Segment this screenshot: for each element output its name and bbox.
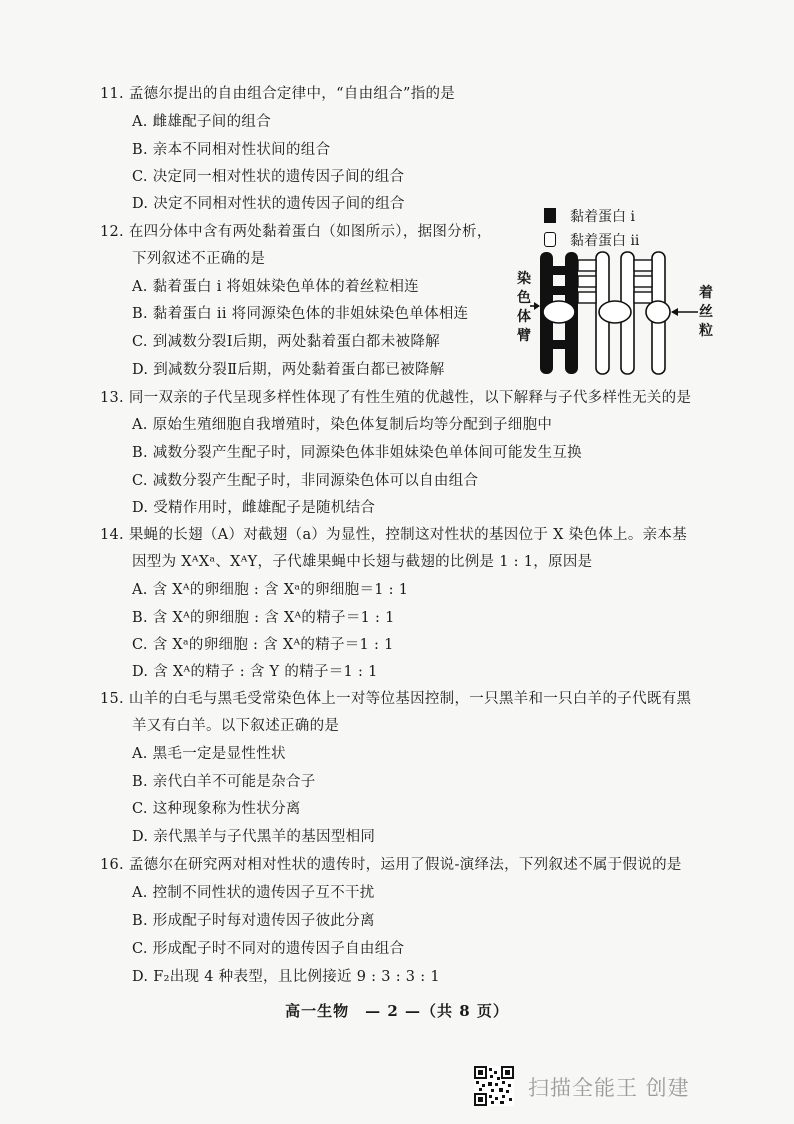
legend-label: 黏着蛋白 ii xyxy=(570,233,640,249)
option-d: D. 受精作用时，雌雄配子是随机结合 xyxy=(132,500,376,516)
label-char: 染 xyxy=(517,271,531,287)
legend-cohesin-i xyxy=(544,206,635,226)
legend-label: 黏着蛋白 i xyxy=(570,209,635,225)
option-b: B. 形成配子时每对遗传因子彼此分离 xyxy=(132,913,375,929)
label-char: 着 xyxy=(699,285,713,301)
option-d: D. 含 Xᴬ的精子 : 含 Y 的精子＝1 : 1 xyxy=(132,664,378,680)
option-b: B. 黏着蛋白 ii 将同源染色体的非姐妹染色单体相连 xyxy=(132,306,469,322)
page-footer: 高一生物 — 2 —（共 8 页） xyxy=(285,1002,509,1020)
centromere-dark-pair xyxy=(543,301,575,323)
centromere-light-pair xyxy=(599,301,631,323)
cohesin-ii-rung xyxy=(634,276,652,287)
option-d: D. 决定不同相对性状的遗传因子间的组合 xyxy=(132,196,405,212)
centromere-right xyxy=(646,301,670,323)
option-a: A. 原始生殖细胞自我增殖时，染色体复制后均等分配到子细胞中 xyxy=(132,417,553,433)
cohesin-i-rung xyxy=(553,340,565,349)
centromere-arrowhead xyxy=(671,308,678,316)
cohesin-ii-rung xyxy=(578,260,596,271)
option-c: C. 减数分裂产生配子时，非同源染色体可以自由组合 xyxy=(132,473,479,489)
option-b: B. 减数分裂产生配子时，同源染色体非姐妹染色单体间可能发生互换 xyxy=(132,445,582,461)
option-c: C. 含 Xᵃ的卵细胞 : 含 Xᴬ的精子＝1 : 1 xyxy=(132,637,394,653)
cohesin-ii-rung xyxy=(634,292,652,303)
option-b: B. 亲代白羊不可能是杂合子 xyxy=(132,774,316,790)
question-stem: 14. 果蝇的长翅（A）对截翅（a）为显性，控制这对性状的基因位于 X 染色体上。亲本基 xyxy=(100,527,688,543)
arm-arrowhead xyxy=(534,302,540,310)
cohesin-ii-rung xyxy=(578,292,596,303)
label-char: 体 xyxy=(517,309,531,325)
label-char: 色 xyxy=(517,290,531,306)
question-stem: 16. 孟德尔在研究两对相对性状的遗传时，运用了假说-演绎法，下列叙述不属于假说的是 xyxy=(100,857,682,873)
question-stem: 15. 山羊的白毛与黑毛受常染色体上一对等位基因控制，一只黑羊和一只白羊的子代既有黑 xyxy=(100,691,692,707)
question-stem-continued: 下列叙述不正确的是 xyxy=(132,251,266,267)
question-stem-continued: 因型为 XᴬXᵃ、XᴬY，子代雄果蝇中长翅与截翅的比例是 1 : 1，原因是 xyxy=(132,554,593,570)
cohesin-i-rung xyxy=(553,286,565,295)
cohesin-ii-rung xyxy=(634,260,652,271)
option-c: C. 这种现象称为性状分离 xyxy=(132,801,301,817)
option-b: B. 含 Xᴬ的卵细胞 : 含 Xᴬ的精子＝1 : 1 xyxy=(132,610,395,626)
legend-dark-swatch xyxy=(544,208,556,223)
question-stem: 13. 同一双亲的子代呈现多样性体现了有性生殖的优越性，以下解释与子代多样性无关的是 xyxy=(100,390,692,406)
question-stem: 11. 孟德尔提出的自由组合定律中，“自由组合”指的是 xyxy=(100,86,456,102)
watermark-text: 扫描全能王 创建 xyxy=(528,1076,690,1100)
option-a: A. 黏着蛋白 i 将姐妹染色单体的着丝粒相连 xyxy=(132,279,419,295)
option-c: C. 形成配子时不同对的遗传因子自由组合 xyxy=(132,941,405,957)
option-a: A. 控制不同性状的遗传因子互不干扰 xyxy=(132,885,375,901)
question-stem-continued: 羊又有白羊。以下叙述正确的是 xyxy=(132,718,340,734)
question-stem: 12. 在四分体中含有两处黏着蛋白（如图所示），据图分析， xyxy=(100,224,492,240)
option-d: D. 亲代黑羊与子代黑羊的基因型相同 xyxy=(132,829,376,845)
option-c: C. 决定同一相对性状的遗传因子间的组合 xyxy=(132,169,405,185)
scanner-watermark xyxy=(474,1066,734,1110)
tetrad-diagram xyxy=(530,246,700,382)
cohesin-ii-rung xyxy=(578,276,596,287)
option-c: C. 到减数分裂Ⅰ后期，两处黏着蛋白都未被降解 xyxy=(132,334,440,350)
option-d: D. 到减数分裂Ⅱ后期，两处黏着蛋白都已被降解 xyxy=(132,362,445,378)
label-char: 粒 xyxy=(699,323,713,339)
option-a: A. 黑毛一定是显性性状 xyxy=(132,746,286,762)
legend-light-swatch xyxy=(544,232,556,247)
label-char: 臂 xyxy=(517,328,531,344)
label-char: 丝 xyxy=(699,304,713,320)
option-a: A. 雌雄配子间的组合 xyxy=(132,114,271,130)
option-d: D. F₂出现 4 种表型，且比例接近 9 : 3 : 3 : 1 xyxy=(132,969,440,985)
centromere-label xyxy=(698,284,714,341)
option-a: A. 含 Xᴬ的卵细胞 : 含 Xᵃ的卵细胞＝1 : 1 xyxy=(132,582,409,598)
option-b: B. 亲本不同相对性状间的组合 xyxy=(132,142,331,158)
cohesin-i-rung xyxy=(553,266,565,275)
qr-code-icon xyxy=(474,1066,514,1106)
